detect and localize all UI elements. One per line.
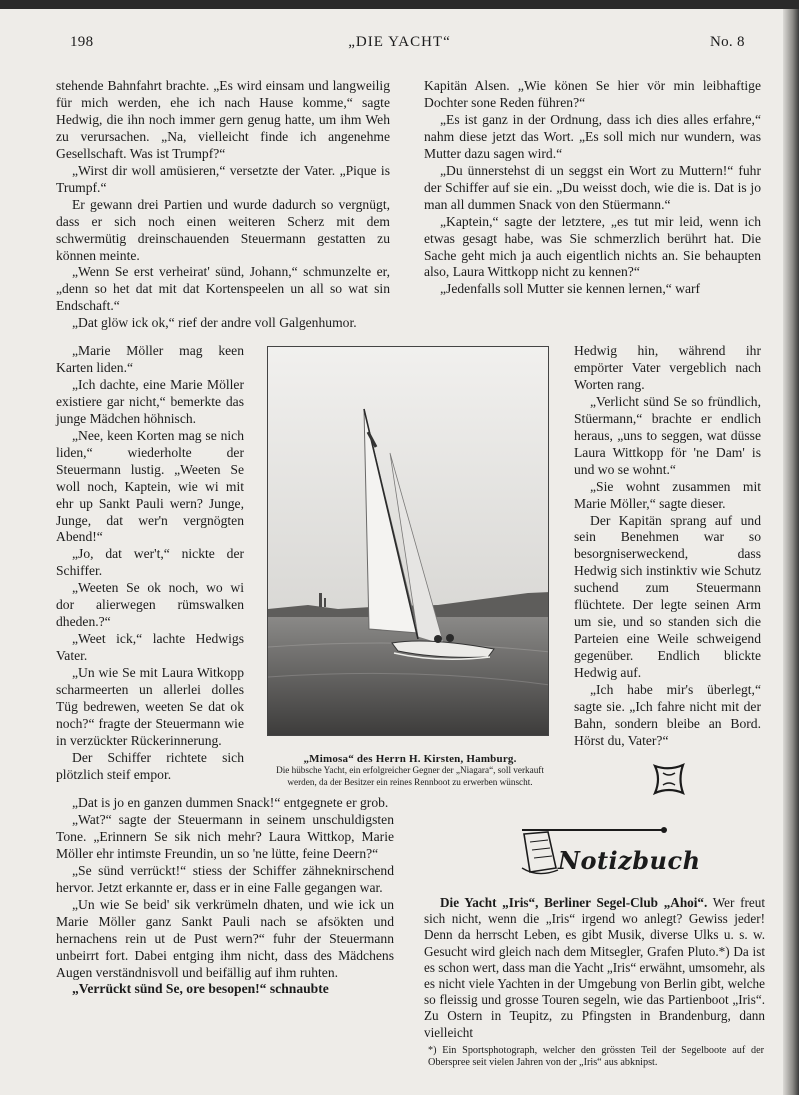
left-column-bottom <box>56 795 394 998</box>
paragraph: „Nee, keen Korten mag se nich liden,“ wiederholte der Steuermann lustig. „Weeten Se woll noch, Kaptein, wie wi mit ehr up Sankt Pauli wern? Junge, Junge, dat wer'n vergnögten Abend!“ <box>56 427 244 545</box>
paragraph: „Weeten Se ok noch, wo wi dor alierwegen rümswalken dheden.?“ <box>56 580 244 630</box>
paragraph: „Es ist ganz in der Ordnung, dass ich dies alles erfahre,“ nahm diese jetzt das Wort. „Es soll mich nur wundern, was Mutter dazu sagen wird.“ <box>424 111 761 161</box>
issue-number: No. 8 <box>710 34 745 50</box>
section-heading: Notizbuch <box>558 846 701 875</box>
caption-text: Die hübsche Yacht, ein erfolgreicher Gegner der „Niagara“, soll verkauft werden, da der Besitzer ein reines Rennboot zu erwerben wünscht. <box>276 765 544 787</box>
notice-body: Wer freut sich nicht, wenn die „Iris“ irgend wo anlegt? Gewiss jeder! Denn da herrscht Leben, es gibt Musik, diverse Ulks u. s. w. Gesucht wird gleich nach dem Mitsegler, Grafen Pluto.*) Da ist es schon wert, dass man die Yacht „Iris“ erwähnt, umsomehr, als es nicht viele Yachten in der Umgebung von Berlin gibt, welche so fleissig und grosse Touren segeln, wie das Partienboot „Iris“. Zu Ostern in Teupitz, zu Pfingsten in Brandenburg, dann vielleicht <box>424 895 766 1040</box>
paragraph: „Ich dachte, eine Marie Möller existiere gar nicht,“ bemerkte das junge Mädchen höhnisch. <box>56 376 244 426</box>
right-column-top <box>424 78 761 298</box>
footnote: *) Ein Sportsphotograph, welcher den grössten Teil der Segelboote auf der Oberspree seit vielen Jahren von der „Iris“ aus abknipst. <box>428 1045 764 1068</box>
paragraph: „Wirst dir woll amüsieren,“ versetzte der Vater. „Pique is Trumpf.“ <box>56 162 390 195</box>
paragraph: „Marie Möller mag keen Karten liden.“ <box>56 343 244 375</box>
right-column-narrow <box>574 343 761 750</box>
paragraph: „Wat?“ sagte der Steuermann in seinem unschuldigsten Tone. „Erinnern Se sik nich mehr? Laura Wittkop, Marie Möller ehr intimste Freundin, un so 'ne lütte, feine Deern?“ <box>56 811 394 861</box>
paragraph: Der Kapitän sprang auf und sein Benehmen war so besorgniserweckend, dass Hedwig sich instinktiv wie Schutz suchend zum Steuermann flüchtete. Der legte seinen Arm um sie, und so standen sich die Parteien eine Weile schweigend gegenüber. Endlich blickte Hedwig auf. <box>574 512 761 681</box>
paragraph: Er gewann drei Partien und wurde dadurch so vergnügt, dass er sich noch einen weiteren Scherz mit dem schwermütig dreinschauenden Steuermann gestatten zu können meinte. <box>56 196 390 263</box>
running-title: „DIE YACHT“ <box>348 34 451 50</box>
paragraph: „Weet ick,“ lachte Hedwigs Vater. <box>56 631 244 664</box>
paragraph: „Jo, dat wer't,“ nickte der Schiffer. <box>56 546 244 579</box>
paragraph: „Un wie Se mit Laura Witkopp scharmeerten un allerlei dolles Tüg bedrewen, weeten Se dat ok noch?“ fragte der Steuermann wie in verzückter Rückerinnerung. <box>56 665 244 748</box>
paragraph: „Verrückt sünd Se, ore besopen!“ schnaubte <box>72 981 329 997</box>
paragraph: „Ich habe mir's überlegt,“ sagte sie. „Ich fahre nicht mit der Bahn, sondern bleibe an Bord. Hörst du, Vater?“ <box>574 682 761 748</box>
paragraph: stehende Bahnfahrt brachte. „Es wird einsam und langweilig für mich werden, ehe ich nach Hause komme,“ sagte Hedwig, die ihn noch immer gern genug hatte, um ihm Weh zu verursachen. „Na, vielleicht finde ich angenehme Gesellschaft. Was ist Trumpf?“ <box>56 78 390 161</box>
paragraph: „Un wie Se beid' sik verkrümeln dhaten, und wie ick un Marie Möller ganz Sankt Pauli nach se afsökten und hernachens rein ut de Pust wern?“ fuhr der Steuermann unbeirrt fort. Dabei entging ihm nicht, dass des Mädchens Augen verständnisvoll und beifällig auf ihm ruhten. <box>56 896 394 980</box>
paragraph: „Kaptein,“ sagte der letztere, „es tut mir leid, wenn ich etwas gesagt habe, was Sie schmerzlich berührt hat. Die Sache geht mich ja auch eigentlich nichts an. Sie behaupten also, Laura Wittkopp nicht zu kennen?“ <box>424 213 761 280</box>
paragraph: „Wenn Se erst verheirat' sünd, Johann,“ schmunzelte er, „denn so het dat mit dat Kortenspeelen un all so wat sin Endschaft.“ <box>56 264 390 314</box>
paragraph: „Verlicht sünd Se so fründlich, Stüermann,“ brachte er endlich heraus, „uns to seggen, wat düsse Laura Wittkopp för 'ne Dam' is und wo se wohnt.“ <box>574 393 761 477</box>
caption-title: „Mimosa“ des Herrn H. Kirsten, Hamburg. <box>303 753 517 765</box>
scan-top-border <box>0 0 799 9</box>
paragraph: „Sie wohnt zusammen mit Marie Möller,“ sagte dieser. <box>574 478 761 511</box>
book-spine-edge <box>783 9 799 1095</box>
paragraph: „Jedenfalls soll Mutter sie kennen lernen,“ warf <box>440 281 701 297</box>
paragraph: „Du ünnerstehst di un seggst ein Wort zu Muttern!“ fuhr der Schiffer auf sie ein. „Du weisst doch, wie die is. Dat is jo man all dummen Snack von den Stüermann.“ <box>424 162 761 212</box>
paragraph: „Dat is jo en ganzen dummen Snack!“ entgegnete er grob. <box>72 795 389 810</box>
yacht-photograph <box>267 346 549 736</box>
paragraph: „Dat glöw ick ok,“ rief der andre voll Galgenhumor. <box>72 315 357 331</box>
yacht-illustration <box>268 347 549 736</box>
notice-heading: Die Yacht „Iris“, Berliner Segel-Club „Ahoi“. <box>440 895 708 910</box>
paragraph: Der Schiffer richtete sich plötzlich steif empor. <box>56 749 244 782</box>
paragraph: „Se sünd verrückt!“ stiess der Schiffer zähneknirschend hervor. Jetzt erkannte er, dass er in eine Falle gegangen war. <box>56 862 394 895</box>
notice-article <box>424 895 765 1041</box>
left-column-narrow <box>56 343 244 784</box>
section-ornament-icon <box>652 762 686 796</box>
photo-caption <box>262 753 558 788</box>
left-column-top <box>56 78 390 332</box>
paragraph: Hedwig hin, während ihr empörter Vater vergeblich nach Worten rang. <box>574 343 761 392</box>
paragraph: Kapitän Alsen. „Wie könen Se hier vör min leibhaftige Dochter sone Reden führen?“ <box>424 78 761 110</box>
page-number: 198 <box>70 34 94 50</box>
